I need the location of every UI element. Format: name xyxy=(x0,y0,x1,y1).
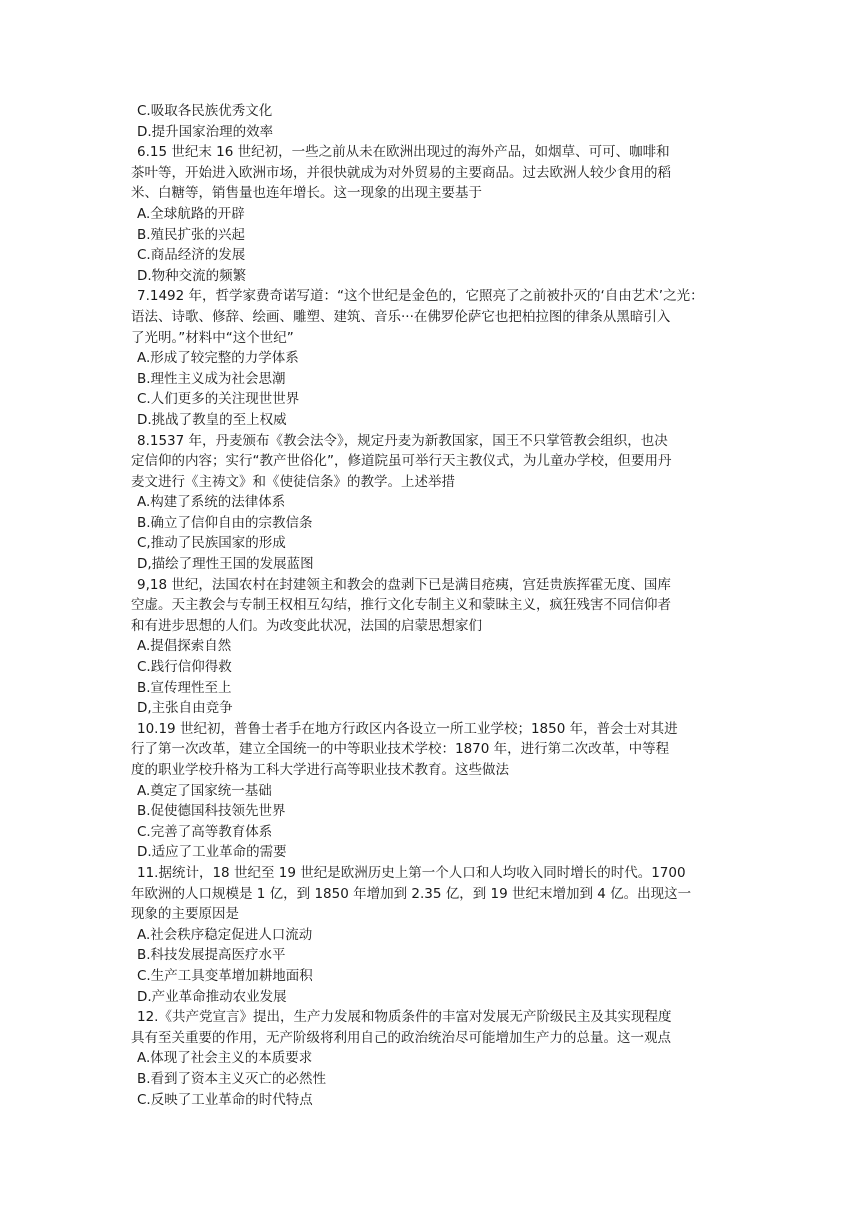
question-12-line: 具有至关重要的作用，无产阶级将利用自己的政治统治尽可能增加生产力的总量。这一观点 xyxy=(131,1029,671,1046)
option-line: B.理性主义成为社会思潮 xyxy=(137,370,286,387)
question-6-line: 茶叶等，开始进入欧洲市场，并很快就成为对外贸易的主要商品。过去欧洲人较少食用的稻 xyxy=(131,164,671,181)
option-line: C.人们更多的关注现世世界 xyxy=(137,391,300,408)
option-line: A.奠定了国家统一基础 xyxy=(137,782,272,799)
option-line: A.社会秩序稳定促进人口流动 xyxy=(137,926,313,943)
option-line: B.看到了资本主义灭亡的必然性 xyxy=(137,1070,327,1087)
option-line: A.提倡探索自然 xyxy=(137,638,232,655)
option-line: D.产业革命推动农业发展 xyxy=(137,988,287,1005)
question-9-line: 和有进步思想的人们。为改变此状况，法国的启蒙思想家们 xyxy=(131,617,482,634)
question-6-line: 6.15 世纪末 16 世纪初，一些之前从未在欧洲出现过的海外产品，如烟草、可可、咖啡和 xyxy=(137,144,670,161)
question-7-line: 语法、诗歌、修辞、绘画、雕塑、建筑、音乐···在佛罗伦萨它也把柏拉图的律条从黑暗引入 xyxy=(131,308,671,325)
option-line: C.吸取各民族优秀文化 xyxy=(137,103,273,119)
option-line: C,推动了民族国家的形成 xyxy=(137,535,286,552)
question-11-line: 现象的主要原因是 xyxy=(131,906,239,923)
option-line: B.促使德国科技领先世界 xyxy=(137,803,286,820)
question-6-line: 米、白糖等，销售量也连年增长。这一现象的出现主要基于 xyxy=(131,185,482,202)
option-line: C.反映了工业革命的时代特点 xyxy=(137,1091,313,1108)
option-line: C.商品经济的发展 xyxy=(137,247,246,264)
question-10-line: 度的职业学校升格为工科大学进行高等职业技术教育。这些做法 xyxy=(131,762,509,778)
option-line: A.体现了社会主义的本质要求 xyxy=(137,1050,313,1067)
question-7-line: 了光明。”材料中“这个世纪” xyxy=(131,329,294,346)
option-line: A.构建了系统的法律体系 xyxy=(137,494,286,511)
option-line: B.殖民扩张的兴起 xyxy=(137,226,246,243)
option-line: D,描绘了理性王国的发展蓝图 xyxy=(137,556,314,573)
question-10-line: 10.19 世纪初，普鲁士者手在地方行政区内各设立一所工业学校；1850 年，普会士对其进 xyxy=(137,720,678,737)
question-10-line: 行了第一次改革，建立全国统一的中等职业技术学校：1870 年，进行第二次改革，中等程 xyxy=(131,741,670,758)
question-8-line: 麦文进行《主祷文》和《使徒信条》的教学。上述举措 xyxy=(131,473,455,490)
option-line: C.完善了高等教育体系 xyxy=(137,823,273,840)
question-11-line: 年欧洲的人口规模是 1 亿，到 1850 年增加到 2.35 亿，到 19 世纪末增加到 4 亿。出现这一 xyxy=(131,885,692,902)
option-line: D.适应了工业革命的需要 xyxy=(137,844,287,861)
question-8-line: 定信仰的内容；实行“教产世俗化”，修道院虽可举行天主教仪式，为儿童办学校，但要用丹 xyxy=(131,453,672,470)
question-12-line: 12.《共产党宣言》提出，生产力发展和物质条件的丰富对发展无产阶级民主及其实现程度 xyxy=(137,1009,672,1026)
option-line: D,主张自由竞争 xyxy=(137,700,233,717)
question-7-line: 7.1492 年，哲学家费奇诺写道：“这个世纪是金色的，它照亮了之前被扑灭的‘自由艺术’之光： xyxy=(137,288,704,305)
option-line: D.物种交流的频繁 xyxy=(137,267,247,284)
option-line: A.全球航路的开辟 xyxy=(137,205,245,222)
question-8-line: 8.1537 年，丹麦颁布《教会法令》，规定丹麦为新教国家，国王不只掌管教会组织，也决 xyxy=(137,432,668,449)
option-line: B.宣传理性至上 xyxy=(137,679,232,696)
question-9-line: 空虚。天主教会与专制王权相互勾结，推行文化专制主义和蒙昧主义，疯狂残害不同信仰者 xyxy=(131,597,671,614)
exam-page xyxy=(131,101,731,1110)
option-line: B.确立了信仰自由的宗教信条 xyxy=(137,514,313,531)
option-line: A.形成了较完整的力学体系 xyxy=(137,350,299,367)
option-line: B.科技发展提高医疗水平 xyxy=(137,947,286,964)
option-line: C.践行信仰得救 xyxy=(137,659,232,676)
option-line: D.挑战了教皇的至上权威 xyxy=(137,411,287,428)
question-11-line: 11.据统计，18 世纪至 19 世纪是欧洲历史上第一个人口和人均收入同时增长的时代。1700 xyxy=(137,864,686,881)
option-line: D.提升国家治理的效率 xyxy=(137,123,274,140)
option-line: C.生产工具变革增加耕地面积 xyxy=(137,967,313,984)
question-9-line: 9,18 世纪，法国农村在封建领主和教会的盘剥下已是满目疮痍，宫廷贵族挥霍无度、国库 xyxy=(137,576,671,593)
